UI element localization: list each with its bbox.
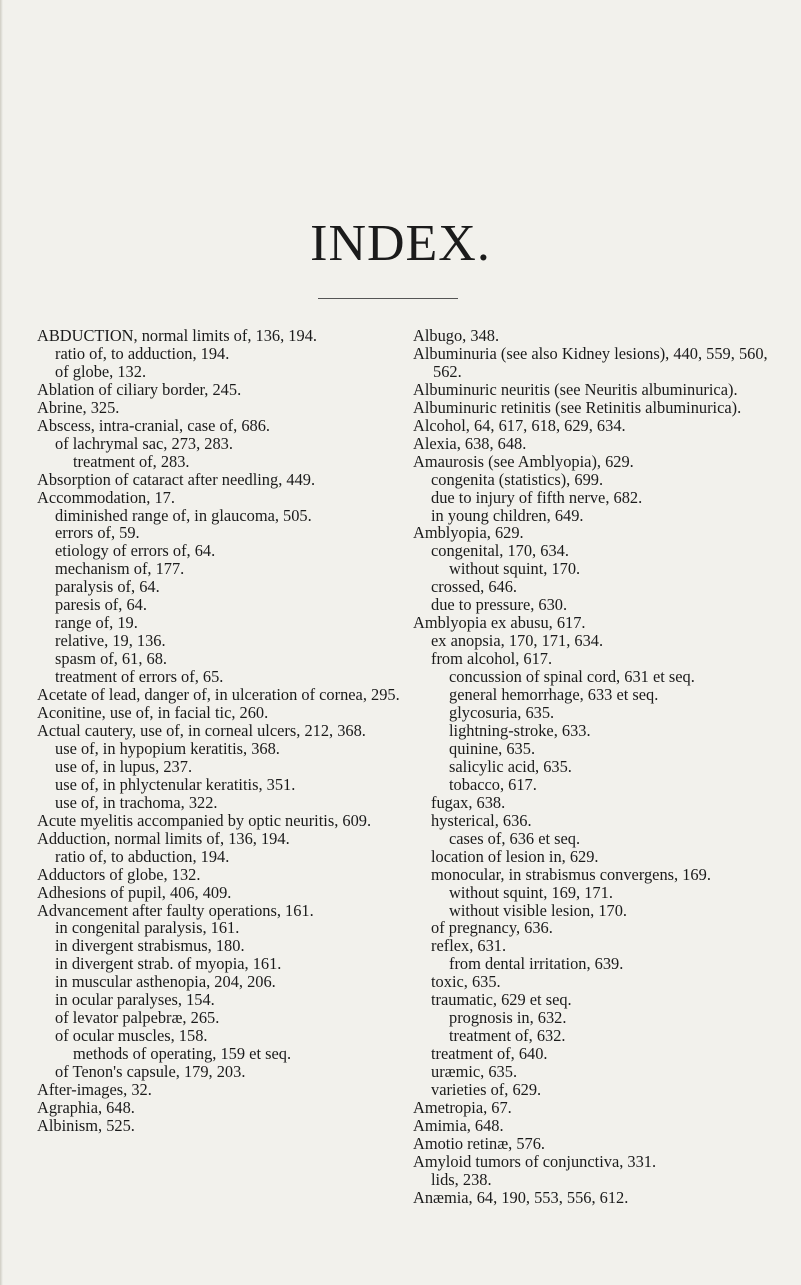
index-entry: lightning-stroke, 633. (449, 720, 591, 740)
index-entry: treatment of, 283. (73, 451, 190, 471)
index-entry: diminished range of, in glaucoma, 505. (55, 505, 312, 525)
index-column-left (37, 327, 402, 1135)
index-entry: reflex, 631. (431, 936, 507, 956)
index-entry: varieties of, 629. (431, 1080, 542, 1100)
index-entry: relative, 19, 136. (55, 631, 166, 651)
page-title: INDEX. (310, 215, 491, 272)
index-entry: of globe, 132. (55, 361, 147, 381)
index-entry: lids, 238. (431, 1169, 492, 1189)
index-entry: Absorption of cataract after needling, 449. (37, 469, 316, 489)
index-entry: uræmic, 635. (431, 1062, 518, 1082)
index-column-right (413, 327, 778, 1207)
index-entry: Alcohol, 64, 617, 618, 629, 634. (413, 415, 626, 435)
index-entry: in muscular asthenopia, 204, 206. (55, 972, 276, 992)
index-entry: After-images, 32. (37, 1080, 152, 1100)
index-entry: errors of, 59. (55, 523, 140, 543)
index-entry: treatment of, 640. (431, 1044, 548, 1064)
index-entry: prognosis in, 632. (449, 1008, 567, 1028)
index-entry: Amyloid tumors of conjunctiva, 331. (413, 1151, 657, 1171)
index-entry: use of, in hypopium keratitis, 368. (55, 738, 280, 758)
index-entry: Albuminuria (see also Kidney lesions), 440, 559, 560, 562. (413, 343, 768, 381)
index-entry: Actual cautery, use of, in corneal ulcers, 212, 368. (37, 720, 366, 740)
index-entry: paralysis of, 64. (55, 577, 160, 597)
index-entry: ratio of, to adduction, 194. (55, 343, 230, 363)
index-entry: Albuminuric neuritis (see Neuritis albuminurica). (413, 379, 738, 399)
index-entry: fugax, 638. (431, 792, 506, 812)
index-entry: without squint, 169, 171. (449, 882, 613, 902)
index-entry: spasm of, 61, 68. (55, 649, 167, 669)
index-entry: in divergent strabismus, 180. (55, 936, 245, 956)
index-entry: Accommodation, 17. (37, 487, 175, 507)
index-entry: traumatic, 629 et seq. (431, 990, 572, 1010)
index-entry: Abscess, intra-cranial, case of, 686. (37, 415, 271, 435)
index-entry: Amimia, 648. (413, 1115, 504, 1135)
index-entry: of lachrymal sac, 273, 283. (55, 433, 233, 453)
index-entry: mechanism of, 177. (55, 559, 185, 579)
index-entry: quinine, 635. (449, 738, 536, 758)
index-entry: hysterical, 636. (431, 810, 532, 830)
index-entry: Adduction, normal limits of, 136, 194. (37, 828, 290, 848)
index-entry: of pregnancy, 636. (431, 918, 553, 938)
index-entry: Adductors of globe, 132. (37, 864, 201, 884)
index-entry: concussion of spinal cord, 631 et seq. (449, 667, 695, 687)
index-entry: ex anopsia, 170, 171, 634. (431, 631, 604, 651)
index-entry: Amaurosis (see Amblyopia), 629. (413, 451, 634, 471)
index-entry: congenita (statistics), 699. (431, 469, 604, 489)
index-entry: Advancement after faulty operations, 161. (37, 900, 314, 920)
index-entry: use of, in phlyctenular keratitis, 351. (55, 774, 296, 794)
index-entry: Adhesions of pupil, 406, 409. (37, 882, 232, 902)
index-entry: Amblyopia ex abusu, 617. (413, 613, 586, 633)
index-entry: location of lesion in, 629. (431, 846, 599, 866)
index-entry: due to injury of fifth nerve, 682. (431, 487, 643, 507)
index-entry: Anæmia, 64, 190, 553, 556, 612. (413, 1187, 629, 1207)
index-entry: of levator palpebræ, 265. (55, 1008, 220, 1028)
index-entry: Agraphia, 648. (37, 1097, 135, 1117)
index-entry: range of, 19. (55, 613, 138, 633)
index-entry: cases of, 636 et seq. (449, 828, 581, 848)
page-edge (0, 0, 3, 1285)
index-entry: Acute myelitis accompanied by optic neuritis, 609. (37, 810, 372, 830)
index-entry: of ocular muscles, 158. (55, 1026, 208, 1046)
index-entry: in young children, 649. (431, 505, 584, 525)
index-entry: monocular, in strabismus convergens, 169. (431, 864, 711, 884)
index-entry: ratio of, to abduction, 194. (55, 846, 230, 866)
index-entry: use of, in trachoma, 322. (55, 792, 218, 812)
index-entry: paresis of, 64. (55, 595, 147, 615)
index-entry: ABDUCTION, normal limits of, 136, 194. (37, 326, 317, 345)
index-entry: etiology of errors of, 64. (55, 541, 216, 561)
index-entry: Abrine, 325. (37, 397, 120, 417)
index-entry: of Tenon's capsule, 179, 203. (55, 1062, 246, 1082)
index-entry: methods of operating, 159 et seq. (73, 1044, 292, 1064)
index-entry: use of, in lupus, 237. (55, 756, 193, 776)
index-entry: in ocular paralyses, 154. (55, 990, 215, 1010)
index-entry: glycosuria, 635. (449, 703, 555, 723)
index-entry: without squint, 170. (449, 559, 581, 579)
index-entry: Ametropia, 67. (413, 1097, 512, 1117)
index-entry: Albugo, 348. (413, 326, 500, 345)
index-entry: Amblyopia, 629. (413, 523, 524, 543)
index-entry: in congenital paralysis, 161. (55, 918, 240, 938)
index-entry: Acetate of lead, danger of, in ulceration of cornea, 295. (37, 685, 400, 705)
index-entry: treatment of, 632. (449, 1026, 566, 1046)
index-entry: general hemorrhage, 633 et seq. (449, 685, 659, 705)
index-entry: in divergent strab. of myopia, 161. (55, 954, 282, 974)
index-entry: without visible lesion, 170. (449, 900, 628, 920)
index-entry: Alexia, 638, 648. (413, 433, 527, 453)
index-entry: from dental irritation, 639. (449, 954, 624, 974)
index-entry: tobacco, 617. (449, 774, 537, 794)
index-entry: Albuminuric retinitis (see Retinitis albuminurica). (413, 397, 742, 417)
index-entry: from alcohol, 617. (431, 649, 553, 669)
index-entry: due to pressure, 630. (431, 595, 568, 615)
index-entry: Albinism, 525. (37, 1115, 135, 1135)
index-entry: Aconitine, use of, in facial tic, 260. (37, 703, 269, 723)
index-entry: toxic, 635. (431, 972, 501, 992)
index-entry: salicylic acid, 635. (449, 756, 572, 776)
index-entry: crossed, 646. (431, 577, 518, 597)
index-entry: Amotio retinæ, 576. (413, 1133, 546, 1153)
index-entry: congenital, 170, 634. (431, 541, 569, 561)
index-entry: Ablation of ciliary border, 245. (37, 379, 242, 399)
title-rule (318, 298, 458, 299)
index-entry: treatment of errors of, 65. (55, 667, 224, 687)
